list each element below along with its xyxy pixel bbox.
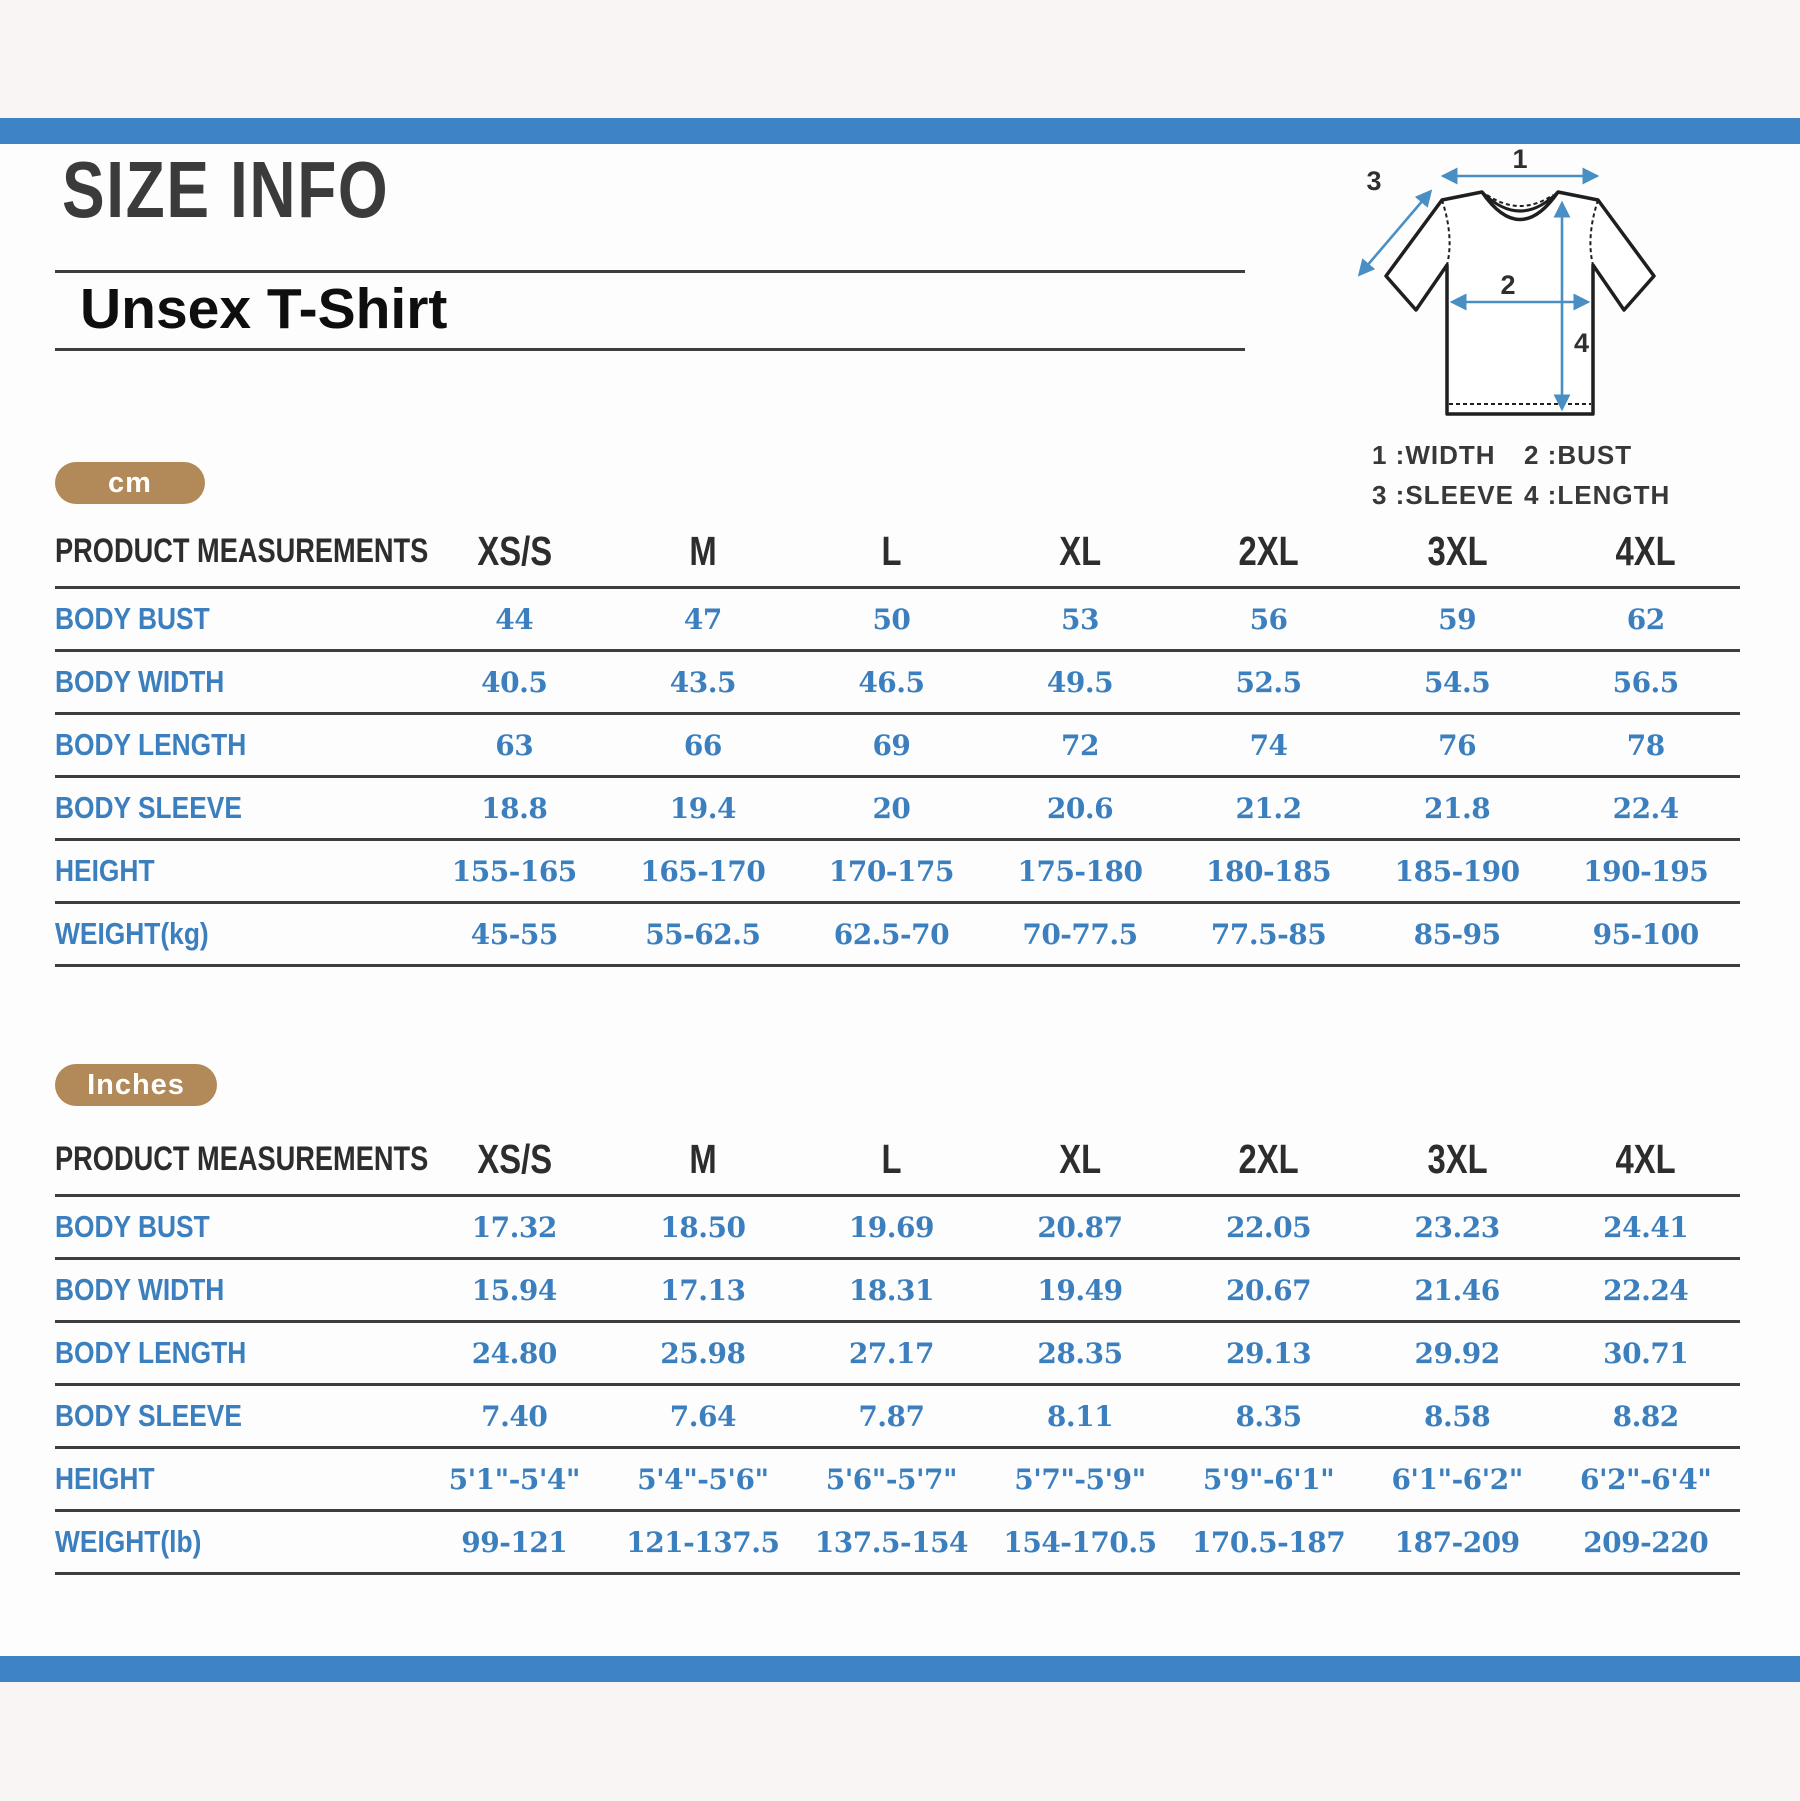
value-cell: 7.87 [858, 1399, 925, 1433]
size-column-header [1551, 528, 1740, 575]
value-cell: 19.69 [848, 1210, 935, 1244]
value-cell: 29.13 [1225, 1336, 1312, 1370]
table-row [55, 1386, 1740, 1449]
row-label-cell [55, 1524, 420, 1560]
value-cell: 72 [1061, 728, 1099, 762]
table-row [55, 1512, 1740, 1575]
header-label: L [881, 1135, 902, 1182]
value-cell: 154-170.5 [1003, 1525, 1157, 1559]
size-column-header [1363, 528, 1552, 575]
header-label: 4XL [1615, 527, 1676, 574]
row-label-cell [55, 1398, 420, 1434]
table-row [55, 715, 1740, 778]
header-label: XL [1059, 1135, 1101, 1182]
value-cell: 22.4 [1612, 791, 1679, 825]
value-cell: 18.50 [660, 1210, 746, 1244]
size-column-header [797, 1136, 986, 1183]
legend-item: 1 :WIDTH [1372, 440, 1496, 470]
value-cell: 180-185 [1206, 854, 1332, 888]
row-label-cell [55, 1272, 420, 1308]
value-cell: 52.5 [1235, 665, 1302, 699]
top-accent-bar [0, 118, 1800, 144]
value-cell: 17.32 [471, 1210, 557, 1244]
value-cell: 7.40 [481, 1399, 548, 1433]
value-cell: 20.87 [1037, 1210, 1123, 1244]
value-cell: 5'6"-5'7" [825, 1462, 958, 1496]
arrow-label-sleeve: 3 [1366, 166, 1382, 196]
value-cell: 18.31 [848, 1273, 935, 1307]
header-label: 3XL [1427, 527, 1488, 574]
header-label: 3XL [1427, 1135, 1488, 1182]
value-cell: 47 [683, 602, 722, 636]
value-cell: 15.94 [471, 1273, 557, 1307]
value-cell: 18.8 [481, 791, 548, 825]
page-title-text: SIZE INFO [62, 145, 390, 234]
value-cell: 19.4 [669, 791, 736, 825]
measurements-column-header [55, 531, 429, 571]
value-cell: 20.67 [1225, 1273, 1312, 1307]
main-panel [0, 144, 1800, 1656]
header-label: 2XL [1238, 527, 1299, 574]
table-row [55, 589, 1740, 652]
value-cell: 43.5 [669, 665, 736, 699]
header-label: XL [1059, 527, 1101, 574]
value-cell: 77.5-85 [1210, 917, 1327, 951]
tshirt-diagram [1330, 142, 1670, 442]
table-row [55, 778, 1740, 841]
row-label-cell [55, 1335, 420, 1371]
value-cell: 25.98 [660, 1336, 746, 1370]
value-cell: 8.35 [1235, 1399, 1302, 1433]
value-cell: 19.49 [1037, 1273, 1123, 1307]
value-cell: 8.58 [1424, 1399, 1491, 1433]
size-column-header [986, 1136, 1175, 1183]
value-cell: 78 [1626, 728, 1665, 762]
size-column-header [797, 528, 986, 575]
value-cell: 209-220 [1583, 1525, 1709, 1559]
value-cell: 6'1"-6'2" [1391, 1462, 1523, 1496]
table-header-row [55, 1124, 1740, 1197]
unit-badge-inches: Inches [55, 1064, 217, 1106]
table-row [55, 1260, 1740, 1323]
table-row [55, 1449, 1740, 1512]
value-cell: 165-170 [640, 854, 766, 888]
value-cell: 69 [872, 728, 911, 762]
value-cell: 170-175 [828, 854, 954, 888]
value-cell: 155-165 [451, 854, 577, 888]
header-label: M [689, 527, 717, 574]
value-cell: 56 [1249, 602, 1288, 636]
row-label-cell [55, 1209, 420, 1245]
value-cell: 185-190 [1394, 854, 1520, 888]
row-label: BODY SLEEVE [55, 790, 242, 825]
value-cell: 56.5 [1612, 665, 1679, 699]
header-label: 2XL [1238, 1135, 1299, 1182]
value-cell: 170.5-187 [1191, 1525, 1346, 1559]
header-label: PRODUCT MEASUREMENTS [55, 1139, 429, 1178]
table-row [55, 1197, 1740, 1260]
value-cell: 95-100 [1592, 917, 1699, 951]
arrow-label-bust: 2 [1500, 270, 1516, 300]
divider-line [55, 270, 1245, 273]
value-cell: 21.8 [1424, 791, 1491, 825]
value-cell: 137.5-154 [814, 1525, 969, 1559]
value-cell: 8.82 [1612, 1399, 1679, 1433]
row-label: BODY BUST [55, 601, 210, 636]
legend-item: 4 :LENGTH [1524, 480, 1671, 510]
value-cell: 20 [872, 791, 911, 825]
value-cell: 5'7"-5'9" [1014, 1462, 1146, 1496]
table-row [55, 841, 1740, 904]
value-cell: 66 [683, 728, 722, 762]
value-cell: 46.5 [858, 665, 925, 699]
value-cell: 62.5-70 [833, 917, 950, 951]
value-cell: 21.46 [1414, 1273, 1500, 1307]
value-cell: 23.23 [1414, 1210, 1500, 1244]
measurements-column-header [55, 1139, 429, 1179]
value-cell: 187-209 [1394, 1525, 1520, 1559]
value-cell: 76 [1438, 728, 1477, 762]
value-cell: 5'1"-5'4" [448, 1462, 580, 1496]
size-column-header [420, 528, 609, 575]
row-label-cell [55, 727, 420, 763]
legend-item: 3 :SLEEVE [1372, 480, 1514, 510]
header-label: M [689, 1135, 717, 1182]
value-cell: 24.41 [1603, 1210, 1689, 1244]
header-label: XS/S [476, 527, 552, 574]
row-label: HEIGHT [55, 1461, 155, 1496]
row-label: BODY SLEEVE [55, 1398, 242, 1433]
value-cell: 50 [872, 602, 911, 636]
table-row [55, 652, 1740, 715]
unit-badge-cm: cm [55, 462, 205, 504]
diagram-legend [1372, 440, 1670, 511]
row-label: BODY WIDTH [55, 1272, 225, 1307]
value-cell: 20.6 [1046, 791, 1114, 825]
value-cell: 45-55 [470, 917, 558, 951]
value-cell: 70-77.5 [1022, 917, 1138, 951]
row-label-cell [55, 1461, 420, 1497]
value-cell: 22.05 [1225, 1210, 1312, 1244]
size-column-header [420, 1136, 609, 1183]
size-column-header [986, 528, 1175, 575]
size-table-inches [55, 1124, 1740, 1575]
value-cell: 30.71 [1603, 1336, 1689, 1370]
table-header-row [55, 516, 1740, 589]
value-cell: 28.35 [1037, 1336, 1123, 1370]
size-column-header [1174, 1136, 1363, 1183]
row-label: BODY LENGTH [55, 727, 247, 762]
value-cell: 6'2"-6'4" [1580, 1462, 1712, 1496]
row-label: BODY WIDTH [55, 664, 225, 699]
bottom-accent-bar [0, 1656, 1800, 1682]
row-label: WEIGHT(kg) [55, 916, 209, 951]
value-cell: 24.80 [471, 1336, 557, 1370]
size-table-cm [55, 516, 1740, 967]
size-column-header [1174, 528, 1363, 575]
row-label-cell [55, 790, 420, 826]
size-column-header [1551, 1136, 1740, 1183]
row-label-cell [55, 664, 420, 700]
value-cell: 21.2 [1235, 791, 1302, 825]
row-label: BODY BUST [55, 1209, 210, 1244]
value-cell: 53 [1061, 602, 1099, 636]
arrow-label-length: 4 [1574, 328, 1590, 358]
value-cell: 54.5 [1424, 665, 1491, 699]
row-label-cell [55, 853, 420, 889]
value-cell: 175-180 [1017, 854, 1143, 888]
size-column-header [1363, 1136, 1552, 1183]
value-cell: 22.24 [1603, 1273, 1689, 1307]
value-cell: 99-121 [461, 1525, 568, 1559]
legend-item: 2 :BUST [1524, 440, 1633, 470]
value-cell: 74 [1249, 728, 1288, 762]
value-cell: 49.5 [1046, 665, 1114, 699]
header-label: 4XL [1615, 1135, 1676, 1182]
row-label-cell [55, 916, 420, 952]
arrow-label-width: 1 [1512, 144, 1528, 174]
row-label: HEIGHT [55, 853, 155, 888]
row-label: WEIGHT(lb) [55, 1524, 202, 1559]
value-cell: 63 [495, 728, 534, 762]
row-label-cell [55, 601, 420, 637]
header-label: PRODUCT MEASUREMENTS [55, 531, 429, 570]
value-cell: 121-137.5 [626, 1525, 780, 1559]
size-column-header [609, 528, 798, 575]
table-row [55, 904, 1740, 967]
value-cell: 29.92 [1414, 1336, 1500, 1370]
value-cell: 62 [1626, 602, 1665, 636]
value-cell: 5'4"-5'6" [637, 1462, 769, 1496]
value-cell: 55-62.5 [645, 917, 761, 951]
value-cell: 8.11 [1046, 1399, 1114, 1433]
row-label: BODY LENGTH [55, 1335, 247, 1370]
page-title [62, 145, 471, 234]
value-cell: 85-95 [1413, 917, 1501, 951]
value-cell: 7.64 [669, 1399, 736, 1433]
size-column-header [609, 1136, 798, 1183]
product-subtitle: Unsex T-Shirt [80, 277, 448, 341]
value-cell: 27.17 [848, 1336, 935, 1370]
value-cell: 5'9"-6'1" [1202, 1462, 1335, 1496]
divider-line [55, 348, 1245, 351]
value-cell: 59 [1438, 602, 1477, 636]
header-label: XS/S [476, 1135, 552, 1182]
value-cell: 40.5 [481, 665, 548, 699]
table-row [55, 1323, 1740, 1386]
value-cell: 44 [495, 602, 534, 636]
value-cell: 190-195 [1583, 854, 1709, 888]
value-cell: 17.13 [660, 1273, 746, 1307]
header-label: L [881, 527, 902, 574]
